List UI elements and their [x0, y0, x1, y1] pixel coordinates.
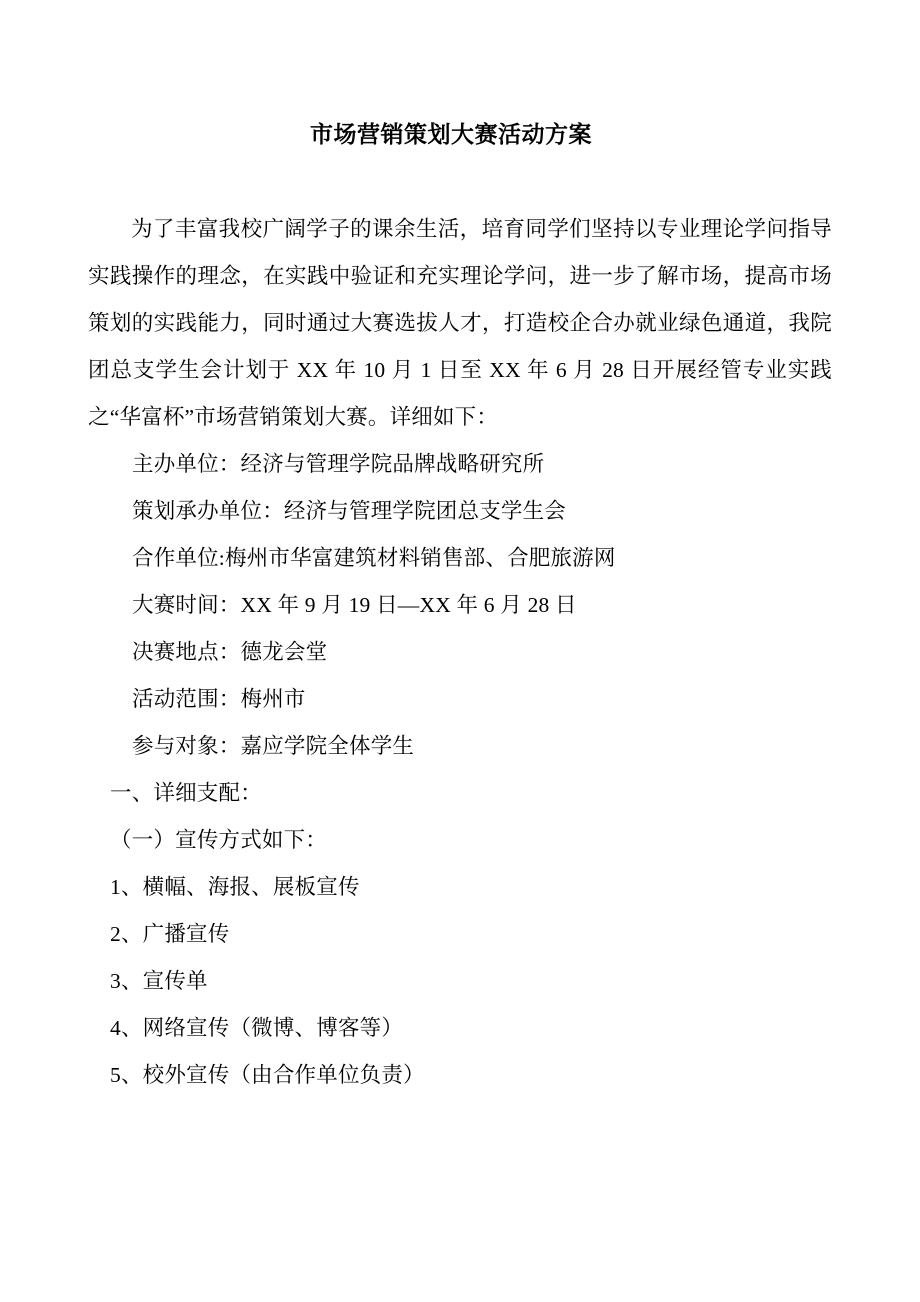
intro-paragraph: 为了丰富我校广阔学子的课余生活，培育同学们坚持以专业理论学问指导实践操作的理念，在实践中验证和充实理论学问，进一步了解市场，提高市场策划的实践能力，同时通过大赛选拔人才，打造校企合办就业绿色通道，我院团总支学生会计划于 XX 年 10 月 1 日至 XX 年 6 月 28 日开展经管专业实践之“华富杯”市场营销策划大赛。详细如下：	[88, 217, 832, 430]
list-item: 4、网络宣传（微博、博客等）	[110, 1016, 404, 1041]
info-line-partner: 合作单位:梅州市华富建筑材料销售部、合肥旅游网	[132, 546, 616, 571]
page-title: 市场营销策划大赛活动方案	[310, 121, 592, 147]
list-item: 1、横幅、海报、展板宣传	[110, 875, 360, 900]
info-line-scope: 活动范围：梅州市	[132, 687, 306, 712]
info-line-time: 大赛时间：XX 年 9 月 19 日—XX 年 6 月 28 日	[132, 593, 577, 618]
info-line-participants: 参与对象：嘉应学院全体学生	[132, 734, 415, 759]
info-line-organizer: 主办单位：经济与管理学院品牌战略研究所	[132, 452, 545, 477]
list-item: 2、广播宣传	[110, 922, 230, 947]
list-item: 5、校外宣传（由合作单位负责）	[110, 1063, 425, 1088]
info-line-planning-host: 策划承办单位：经济与管理学院团总支学生会	[132, 499, 567, 524]
subsection-heading-promotion: （一）宣传方式如下：	[110, 828, 328, 853]
section-heading-arrangements: 一、详细支配：	[110, 781, 262, 806]
list-item: 3、宣传单	[110, 969, 208, 994]
info-line-final-venue: 决赛地点：德龙会堂	[132, 640, 328, 665]
